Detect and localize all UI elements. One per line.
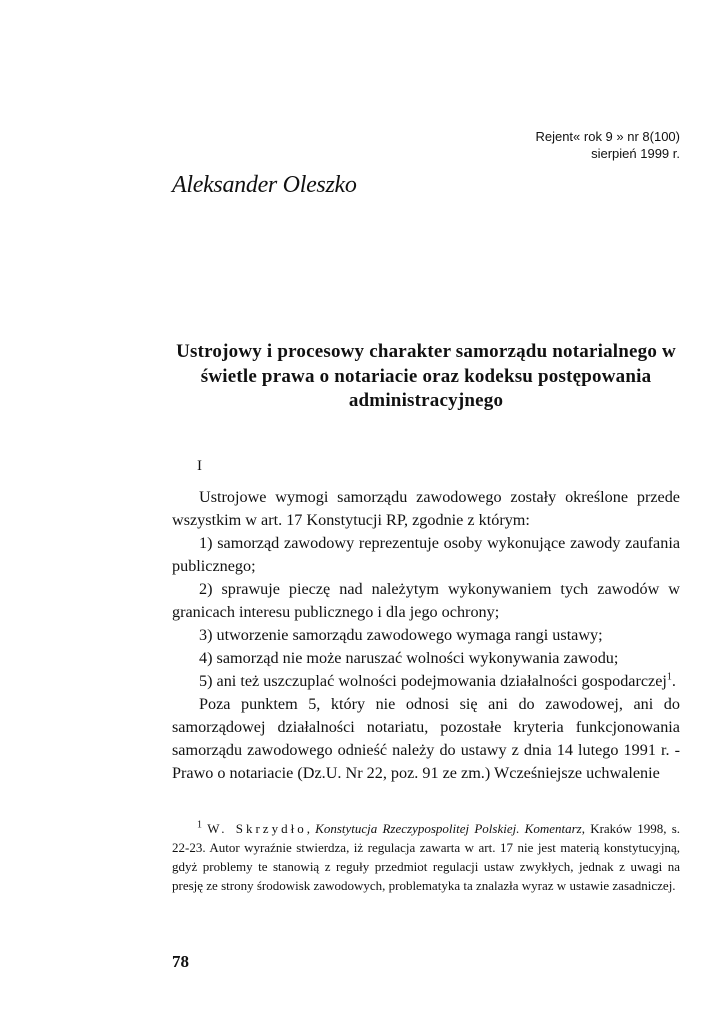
body-list-item-1: 1) samorząd zawodowy reprezentuje osoby wykonujące zawody zaufania publicznego; xyxy=(172,534,680,575)
footnote-number: 1 xyxy=(197,819,202,831)
article-body xyxy=(172,486,680,785)
footnote-comma: , xyxy=(306,821,316,836)
footnote-author: W. Skrzydło xyxy=(207,821,307,836)
journal-date-line: sierpień 1999 r. xyxy=(591,146,680,161)
body-list-item-5 xyxy=(172,670,680,693)
footnote-work-title: Konstytucja Rzeczypospolitej Polskiej. Komentarz xyxy=(315,821,582,836)
body-list-item-5-text: 5) ani też uszczuplać wolności podejmowania działalności gospodarczej xyxy=(199,672,667,690)
journal-issue-line: Rejent« rok 9 » nr 8(100) xyxy=(535,129,680,144)
footnote-text xyxy=(172,819,680,895)
section-numeral: I xyxy=(197,458,202,474)
footnote xyxy=(172,819,680,895)
article-author: Aleksander Oleszko xyxy=(172,172,357,198)
body-paragraph-closing: Poza punktem 5, który nie odnosi się ani do zawodowej, ani do samorządowej działalności notariatu, pozostałe kryteria funkcjonowania samorządu zawodowego odnieść należy do ustawy z dnia 14 lutego 1991 r. - Prawo o notariacie (Dz.U. Nr 22, poz. 91 ze zm.) Wcześniejsze uchwalenie xyxy=(172,695,680,782)
footnote-rest: , Kraków 1998, s. 22-23. Autor wyraźnie stwierdza, iż regulacja zawarta w art. 17 nie jest materią konstytucyjną, gdyż problemy te stanowią z reguły przedmiot regulacji ustaw zwykłych, jednak z uwagi na presję ze strony środowisk zawodowych, problematyka ta znalazła wyraz w ustawie zasadniczej. xyxy=(172,821,681,893)
body-list-item-4: 4) samorząd nie może naruszać wolności wykonywania zawodu; xyxy=(199,649,619,667)
body-list-item-5-end: . xyxy=(671,672,676,690)
article-title: Ustrojowy i procesowy charakter samorządu notarialnego w świetle prawa o notariacie oraz kodeksu postępowania administracyjnego xyxy=(176,341,676,411)
journal-header xyxy=(535,128,680,162)
body-list-item-2: 2) sprawuje pieczę nad należytym wykonywaniem tych zawodów w granicach interesu publicznego i dla jego ochrony; xyxy=(172,580,680,621)
body-paragraph-intro: Ustrojowe wymogi samorządu zawodowego zostały określone przede wszystkim w art. 17 Konstytucji RP, zgodnie z którym: xyxy=(172,488,680,529)
footnote-reference[interactable]: 1 xyxy=(666,671,672,683)
body-list-item-3: 3) utworzenie samorządu zawodowego wymaga rangi ustawy; xyxy=(199,626,603,644)
page-number: 78 xyxy=(172,952,189,971)
